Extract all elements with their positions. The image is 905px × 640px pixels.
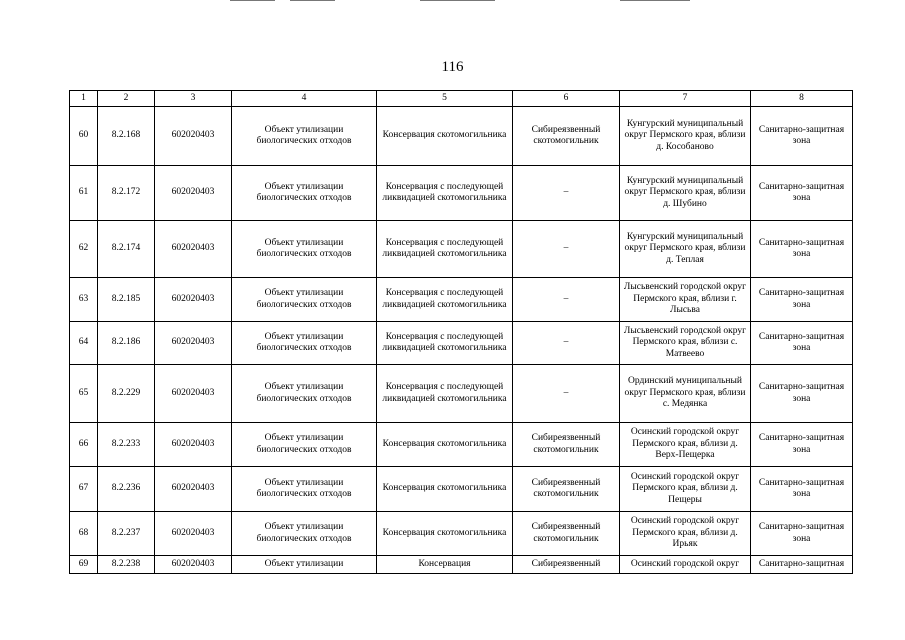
top-border-line xyxy=(290,0,335,1)
cell-id: 602020403 xyxy=(155,221,232,278)
cell-number: 63 xyxy=(70,278,98,322)
cell-number: 65 xyxy=(70,365,98,423)
cell-code: 8.2.168 xyxy=(98,107,155,166)
cell-code: 8.2.174 xyxy=(98,221,155,278)
cell-zone: Санитарно-защитная зона xyxy=(751,221,853,278)
cell-action: Консервация xyxy=(377,556,513,574)
cell-object: Объект утилизации биологических отходов xyxy=(232,322,377,365)
cell-number: 60 xyxy=(70,107,98,166)
cell-action: Консервация с последующей ликвидацией скотомогильника xyxy=(377,322,513,365)
cell-object: Объект утилизации биологических отходов xyxy=(232,221,377,278)
cell-code: 8.2.229 xyxy=(98,365,155,423)
cell-type: Сибиреязвенный xyxy=(513,556,620,574)
column-header: 5 xyxy=(377,91,513,107)
table-row xyxy=(70,365,853,423)
registry-table xyxy=(69,90,853,574)
cell-object: Объект утилизации биологических отходов xyxy=(232,423,377,467)
cell-id: 602020403 xyxy=(155,278,232,322)
cell-code: 8.2.237 xyxy=(98,512,155,556)
cell-action: Консервация скотомогильника xyxy=(377,512,513,556)
cell-location: Осинский городской округ Пермского края, вблизи д. Пещеры xyxy=(620,467,751,512)
column-header: 4 xyxy=(232,91,377,107)
cell-zone: Санитарно-защитная зона xyxy=(751,322,853,365)
header-row xyxy=(70,91,853,107)
cell-zone: Санитарно-защитная зона xyxy=(751,423,853,467)
column-header: 8 xyxy=(751,91,853,107)
table-row xyxy=(70,166,853,221)
cell-type: Сибиреязвенный скотомогильник xyxy=(513,512,620,556)
table-row xyxy=(70,467,853,512)
table-row xyxy=(70,322,853,365)
cell-number: 64 xyxy=(70,322,98,365)
cell-code: 8.2.172 xyxy=(98,166,155,221)
cell-location: Осинский городской округ xyxy=(620,556,751,574)
page-number: 116 xyxy=(441,59,464,75)
cell-zone: Санитарно-защитная зона xyxy=(751,278,853,322)
cell-type: – xyxy=(513,278,620,322)
column-header: 6 xyxy=(513,91,620,107)
cell-number: 61 xyxy=(70,166,98,221)
cell-zone: Санитарно-защитная зона xyxy=(751,512,853,556)
top-border-line xyxy=(230,0,275,1)
cell-number: 69 xyxy=(70,556,98,574)
cell-id: 602020403 xyxy=(155,512,232,556)
cell-code: 8.2.236 xyxy=(98,467,155,512)
cell-location: Лысьвенский городской округ Пермского края, вблизи с. Матвеево xyxy=(620,322,751,365)
cell-action: Консервация с последующей ликвидацией скотомогильника xyxy=(377,221,513,278)
cell-object: Объект утилизации биологических отходов xyxy=(232,512,377,556)
cell-location: Лысьвенский городской округ Пермского края, вблизи г. Лысьва xyxy=(620,278,751,322)
cell-object: Объект утилизации биологических отходов xyxy=(232,467,377,512)
cell-type: – xyxy=(513,365,620,423)
table-row xyxy=(70,278,853,322)
cell-location: Осинский городской округ Пермского края, вблизи д. Ирьяк xyxy=(620,512,751,556)
cell-id: 602020403 xyxy=(155,166,232,221)
table-row xyxy=(70,423,853,467)
cell-object: Объект утилизации биологических отходов xyxy=(232,278,377,322)
cell-action: Консервация скотомогильника xyxy=(377,107,513,166)
table-row xyxy=(70,556,853,574)
cell-zone: Санитарно-защитная зона xyxy=(751,166,853,221)
cell-type: – xyxy=(513,166,620,221)
cell-location: Ординский муниципальный округ Пермского края, вблизи с. Медянка xyxy=(620,365,751,423)
top-border-line xyxy=(620,0,690,1)
cell-id: 602020403 xyxy=(155,107,232,166)
cell-location: Кунгурский муниципальный округ Пермского края, вблизи д. Шубино xyxy=(620,166,751,221)
cell-object: Объект утилизации биологических отходов xyxy=(232,365,377,423)
cell-location: Кунгурский муниципальный округ Пермского края, вблизи д. Теплая xyxy=(620,221,751,278)
cell-action: Консервация с последующей ликвидацией скотомогильника xyxy=(377,166,513,221)
cell-zone: Санитарно-защитная зона xyxy=(751,467,853,512)
cell-type: Сибиреязвенный скотомогильник xyxy=(513,467,620,512)
cell-type: Сибиреязвенный скотомогильник xyxy=(513,423,620,467)
cell-zone: Санитарно-защитная зона xyxy=(751,365,853,423)
cell-code: 8.2.186 xyxy=(98,322,155,365)
column-header: 1 xyxy=(70,91,98,107)
table-row xyxy=(70,107,853,166)
cell-number: 67 xyxy=(70,467,98,512)
cell-id: 602020403 xyxy=(155,423,232,467)
cell-zone: Санитарно-защитная xyxy=(751,556,853,574)
cell-type: – xyxy=(513,221,620,278)
top-border-line xyxy=(420,0,495,1)
cell-location: Осинский городской округ Пермского края, вблизи д. Верх-Пещерка xyxy=(620,423,751,467)
table-row xyxy=(70,512,853,556)
cell-zone: Санитарно-защитная зона xyxy=(751,107,853,166)
cell-code: 8.2.233 xyxy=(98,423,155,467)
cell-action: Консервация скотомогильника xyxy=(377,467,513,512)
cell-action: Консервация скотомогильника xyxy=(377,423,513,467)
cell-action: Консервация с последующей ликвидацией скотомогильника xyxy=(377,365,513,423)
cell-action: Консервация с последующей ликвидацией скотомогильника xyxy=(377,278,513,322)
cell-id: 602020403 xyxy=(155,365,232,423)
cell-id: 602020403 xyxy=(155,556,232,574)
cell-object: Объект утилизации биологических отходов xyxy=(232,166,377,221)
cell-number: 66 xyxy=(70,423,98,467)
cell-id: 602020403 xyxy=(155,467,232,512)
cell-object: Объект утилизации биологических отходов xyxy=(232,107,377,166)
table-row xyxy=(70,221,853,278)
cell-code: 8.2.238 xyxy=(98,556,155,574)
cell-number: 68 xyxy=(70,512,98,556)
cell-id: 602020403 xyxy=(155,322,232,365)
column-header: 7 xyxy=(620,91,751,107)
cell-type: – xyxy=(513,322,620,365)
column-header: 2 xyxy=(98,91,155,107)
cell-location: Кунгурский муниципальный округ Пермского края, вблизи д. Кособаново xyxy=(620,107,751,166)
cell-code: 8.2.185 xyxy=(98,278,155,322)
column-header: 3 xyxy=(155,91,232,107)
cell-object: Объект утилизации xyxy=(232,556,377,574)
cell-number: 62 xyxy=(70,221,98,278)
cell-type: Сибиреязвенный скотомогильник xyxy=(513,107,620,166)
